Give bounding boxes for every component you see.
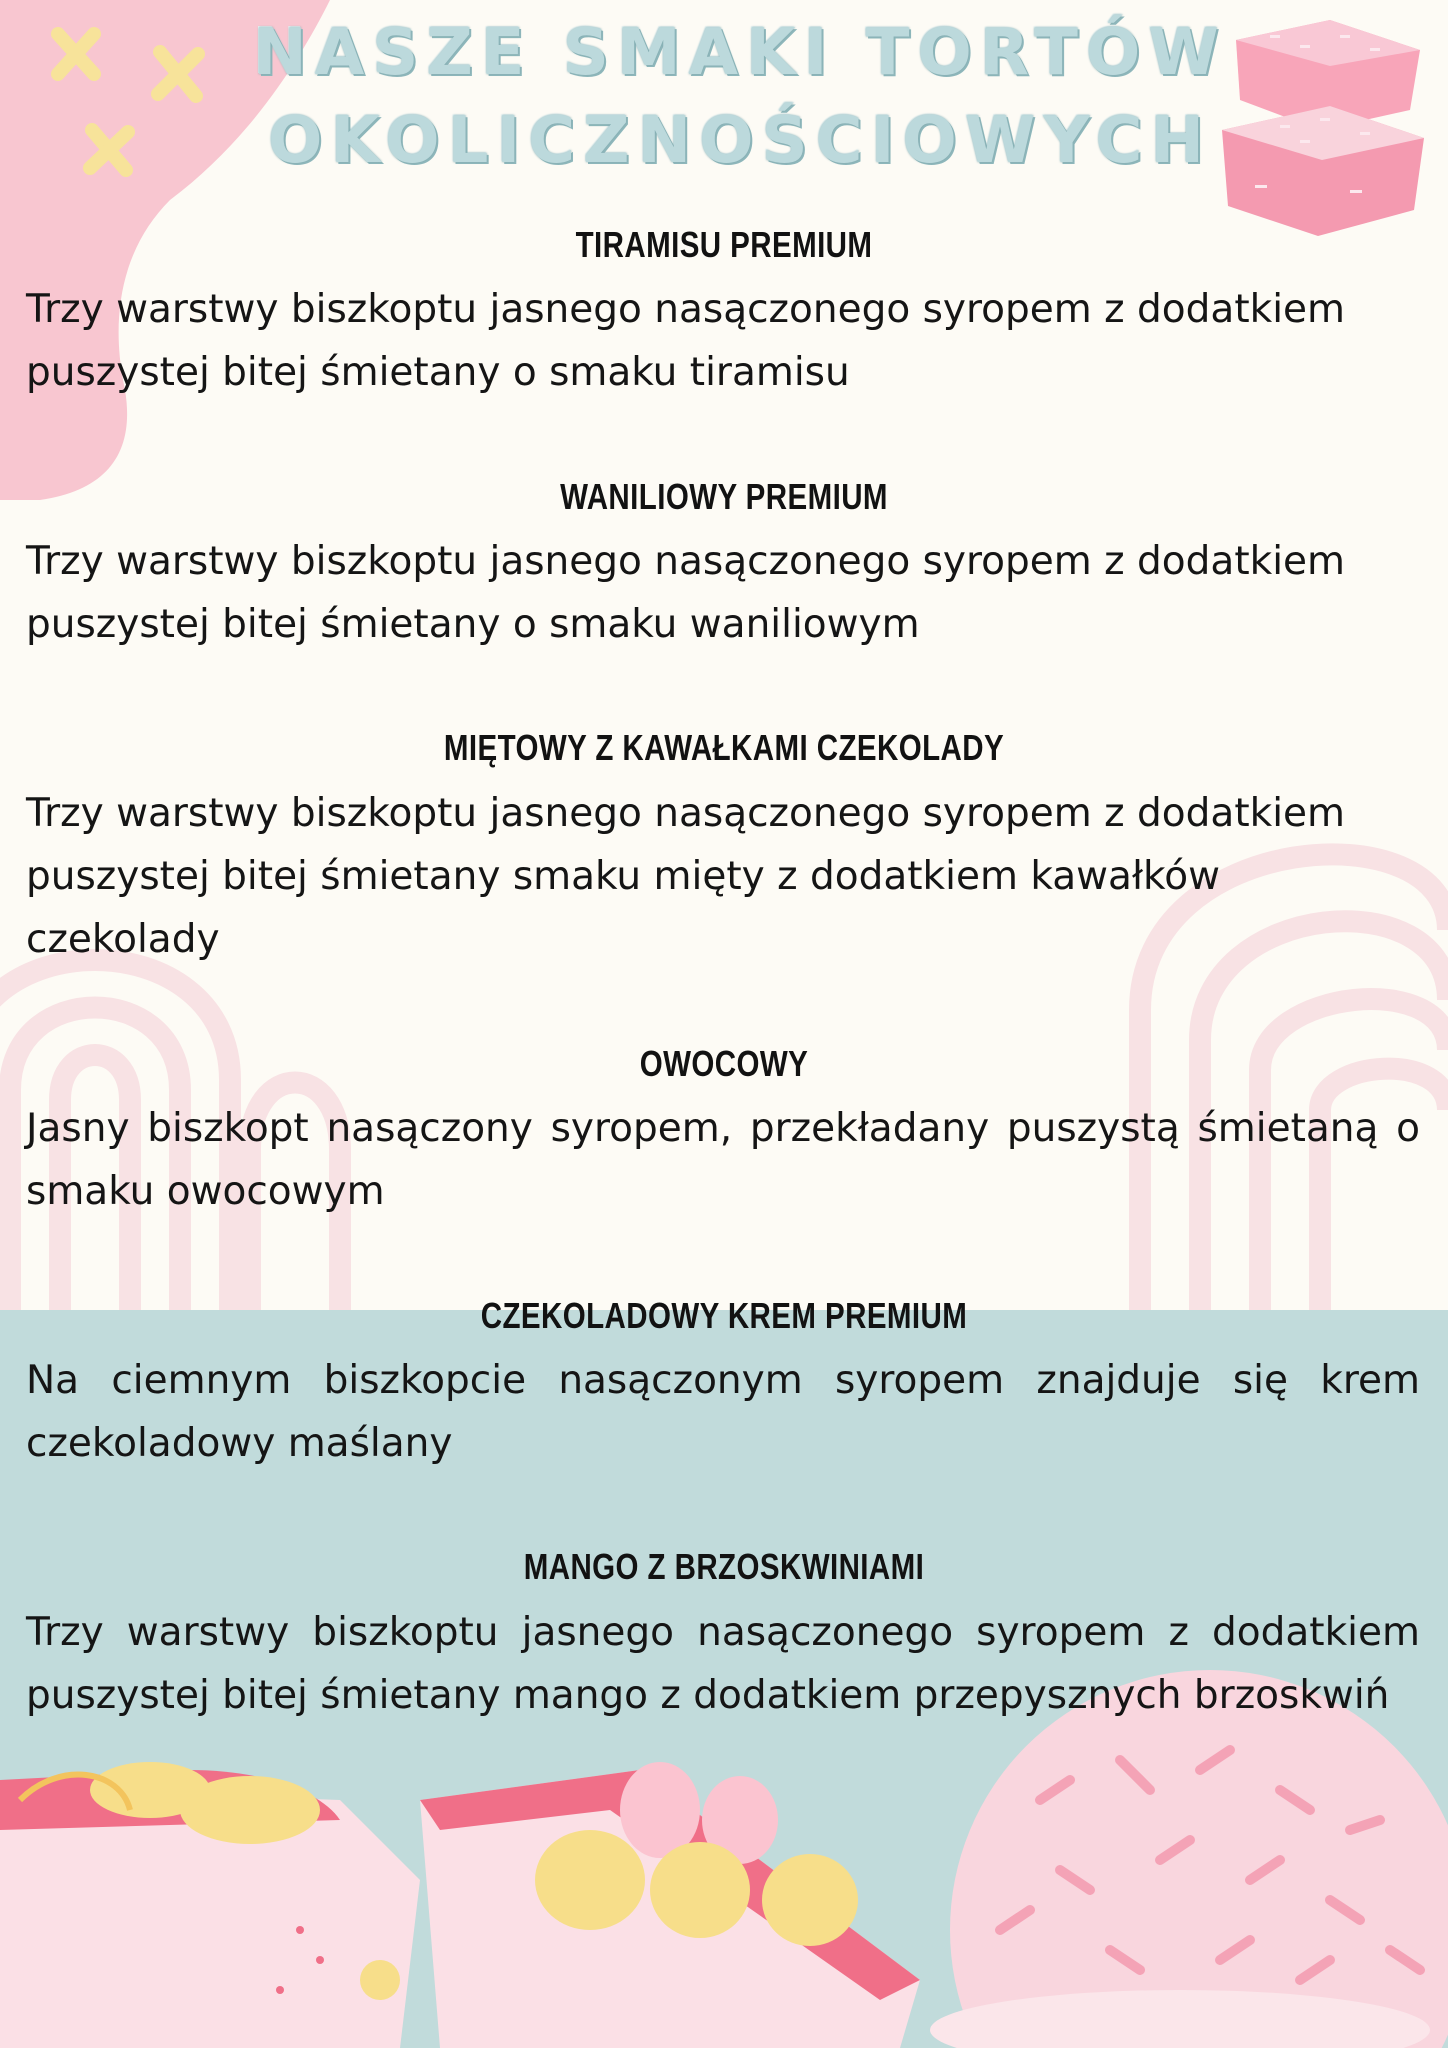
- flavor-name-czekoladowy: CZEKOLADOWY KREM PREMIUM: [480, 1295, 968, 1336]
- flavor-name-waniliowy: WANILIOWY PREMIUM: [560, 476, 888, 517]
- flavor-description-czekoladowy: Na ciemnym biszkopcie nasączonym syropem znajduje się krem czekoladowy maślany: [26, 1358, 1420, 1466]
- page-title-line-2: OKOLICZNOŚCIOWYCH: [268, 104, 1212, 178]
- flavor-name-owocowy: OWOCOWY: [639, 1043, 809, 1084]
- cake-slices-illustration: [1222, 20, 1424, 236]
- flavor-description-owocowy: Jasny biszkopt nasączony syropem, przekładany puszystą śmietaną o smaku owocowym: [26, 1106, 1420, 1214]
- cake-slice-left-illustration: [0, 1762, 420, 2048]
- flavor-name-mietowy: MIĘTOWY Z KAWAŁKAMI CZEKOLADY: [443, 727, 1005, 768]
- flavor-description-mango: Trzy warstwy biszkoptu jasnego nasączonego syropem z dodatkiem puszystej bitej śmietany mango z dodatkiem przepysznych brzoskwiń: [26, 1610, 1420, 1718]
- page-title-line-1: NASZE SMAKI TORTÓW: [253, 16, 1227, 90]
- flavor-description-mietowy: Trzy warstwy biszkoptu jasnego nasączonego syropem z dodatkiem puszystej bitej śmietany smaku mięty z dodatkiem kawałków czekolady: [26, 791, 1346, 962]
- cake-slice-middle-illustration: [420, 1762, 920, 2048]
- flavor-name-tiramisu: TIRAMISU PREMIUM: [575, 224, 873, 265]
- flavor-description-waniliowy: Trzy warstwy biszkoptu jasnego nasączonego syropem z dodatkiem puszystej bitej śmietany o smaku waniliowym: [26, 539, 1346, 647]
- flavor-description-tiramisu: Trzy warstwy biszkoptu jasnego nasączonego syropem z dodatkiem puszystej bitej śmietany o smaku tiramisu: [26, 287, 1346, 395]
- flavor-name-mango: MANGO Z BRZOSKWINIAMI: [523, 1546, 925, 1587]
